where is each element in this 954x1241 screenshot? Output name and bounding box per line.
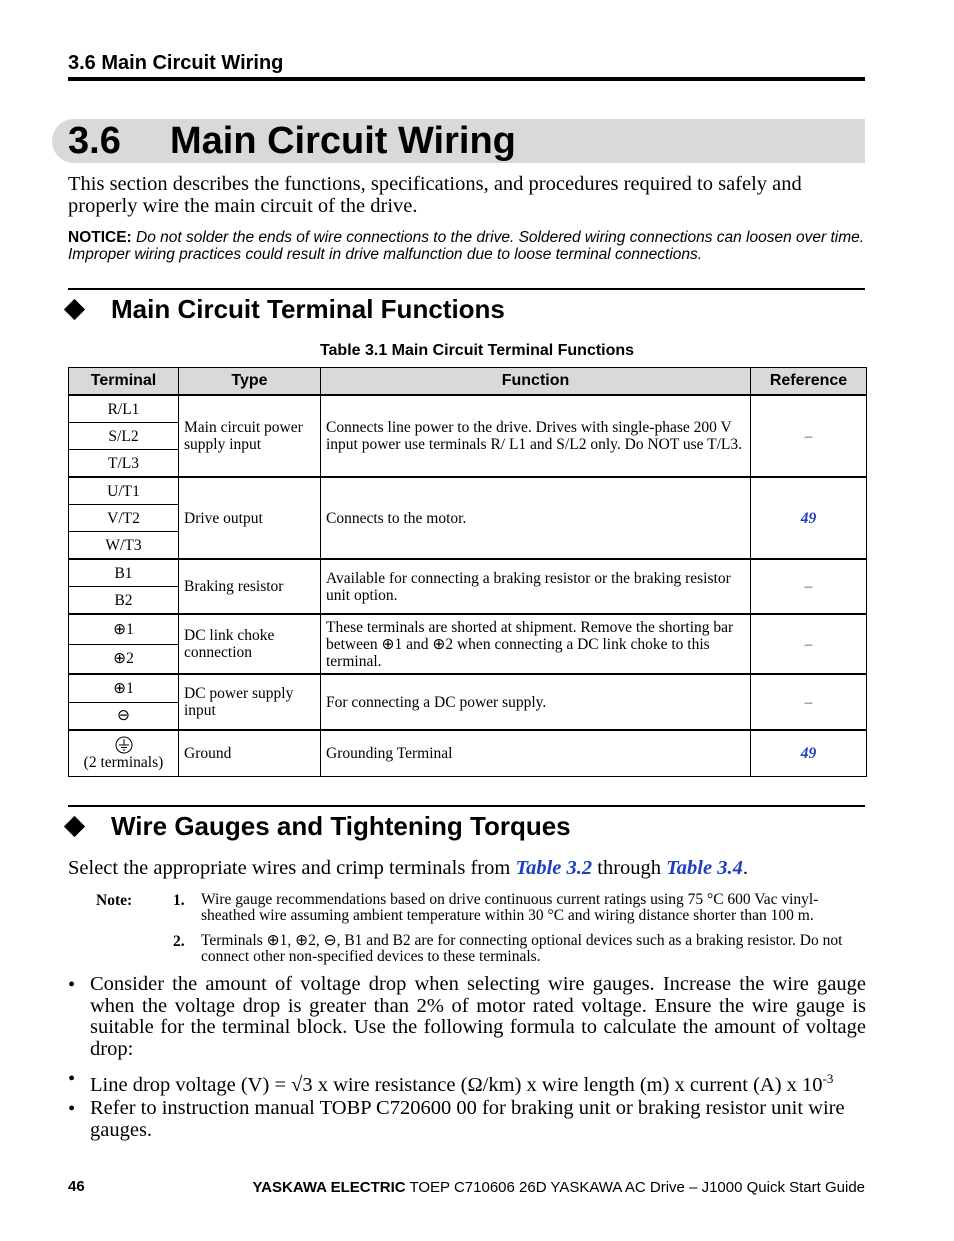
terminal-cell: R/L1 xyxy=(69,395,179,423)
formula-exponent: -3 xyxy=(822,1071,834,1086)
function-cell: Available for connecting a braking resistor or the braking resistor unit option. xyxy=(321,559,751,614)
function-cell: These terminals are shorted at shipment. Remove the shorting bar between ⊕1 and ⊕2 when connecting a DC link choke to this terminal. xyxy=(321,614,751,674)
subsection-rule xyxy=(68,805,865,807)
reference-cell: – xyxy=(751,614,867,674)
table-row-group xyxy=(69,477,867,559)
header-rule xyxy=(68,77,865,81)
type-cell: Ground xyxy=(179,730,321,776)
column-header: Type xyxy=(179,368,321,396)
bullet-voltage-drop: Consider the amount of voltage drop when selecting wire gauges. Increase the wire gauge when the voltage drop is greater than 2% of motor rated voltage. Ensure the wire gauge is suitable for the terminal block. Use the following formula to calculate the amount of voltage drop: xyxy=(90,973,866,1060)
terminal-cell: U/T1 xyxy=(69,477,179,505)
table-3-4-link[interactable]: Table 3.4 xyxy=(666,857,743,879)
notice-label: NOTICE: xyxy=(68,229,132,246)
note-text: Wire gauge recommendations based on drive continuous current ratings using 75 °C 600 Vac vinyl-sheathed wire assuming ambient temperature within 30 °C and wiring distance shorter than 100 m. xyxy=(201,891,819,924)
note-label: Note: xyxy=(96,892,133,909)
reference-link[interactable]: 49 xyxy=(751,477,867,559)
reference-cell: – xyxy=(751,395,867,477)
column-header: Terminal xyxy=(69,368,179,396)
subsection-rule xyxy=(68,288,865,290)
section-title-text: Main Circuit Wiring xyxy=(170,120,516,162)
table-caption: Table 3.1 Main Circuit Terminal Functions xyxy=(319,342,635,359)
running-header: 3.6 Main Circuit Wiring xyxy=(68,52,284,74)
bullet-icon: • xyxy=(68,1068,76,1090)
note-text: Terminals ⊕1, ⊕2, ⊖, B1 and B2 are for connecting optional devices such as a braking resistor. Do not connect other non-specified devices to these terminals. xyxy=(201,932,843,965)
table-row-group xyxy=(69,559,867,614)
terminal-cell: W/T3 xyxy=(69,532,179,560)
section-number: 3.6 xyxy=(68,120,121,162)
column-header: Function xyxy=(321,368,751,396)
column-header: Reference xyxy=(751,368,867,396)
notice-paragraph xyxy=(68,229,868,263)
bullet-braking-manual: Refer to instruction manual TOBP C720600 00 for braking unit or braking resistor unit wire gauges. xyxy=(90,1097,845,1141)
footer-brand: YASKAWA ELECTRIC xyxy=(252,1179,406,1196)
reference-cell: – xyxy=(751,674,867,730)
terminal-cell: ⊕2 xyxy=(69,644,179,674)
terminal-count-label: (2 terminals) xyxy=(83,754,164,772)
footer-text xyxy=(253,1179,865,1196)
type-cell: DC power supply input xyxy=(179,674,321,730)
subsection-title: Main Circuit Terminal Functions xyxy=(111,294,505,324)
function-cell: For connecting a DC power supply. xyxy=(321,674,751,730)
function-cell: Grounding Terminal xyxy=(321,730,751,776)
select-text-middle: through xyxy=(592,857,667,879)
ground-terminal-cell xyxy=(69,730,179,776)
bullet-icon: • xyxy=(68,974,76,996)
function-cell: Connects line power to the drive. Drives with single-phase 200 V input power use terminals R/ L1 and S/L2 only. Do NOT use T/L3. xyxy=(321,395,751,477)
type-cell: Braking resistor xyxy=(179,559,321,614)
terminal-cell: B1 xyxy=(69,559,179,587)
table-row-group xyxy=(69,614,867,674)
select-paragraph xyxy=(68,857,748,880)
note-number: 1. xyxy=(173,892,185,909)
type-cell: Drive output xyxy=(179,477,321,559)
terminal-cell: T/L3 xyxy=(69,450,179,478)
terminal-cell: ⊖ xyxy=(69,702,179,730)
notice-text: Do not solder the ends of wire connections to the drive. Soldered wiring connections can loosen over time. Improper wiring practices could result in drive malfunction due to loose terminal connections. xyxy=(68,229,865,263)
reference-link[interactable]: 49 xyxy=(751,730,867,776)
table-row-group xyxy=(69,395,867,477)
bullet-formula xyxy=(90,1068,866,1096)
type-cell: Main circuit power supply input xyxy=(179,395,321,477)
table-row-group xyxy=(69,674,867,730)
select-text-before: Select the appropriate wires and crimp terminals from xyxy=(68,857,516,879)
bullet-icon: • xyxy=(68,1098,76,1120)
diamond-icon xyxy=(64,299,85,320)
subsection-title: Wire Gauges and Tightening Torques xyxy=(111,811,571,841)
terminal-functions-table xyxy=(68,367,867,777)
page-number: 46 xyxy=(68,1178,85,1195)
diamond-icon xyxy=(64,816,85,837)
ground-icon xyxy=(115,736,133,754)
terminal-cell: B2 xyxy=(69,587,179,615)
terminal-cell: ⊕1 xyxy=(69,614,179,644)
terminal-cell: ⊕1 xyxy=(69,674,179,702)
formula-text: Line drop voltage (V) = √3 x wire resistance (Ω/km) x wire length (m) x current (A) x 10 xyxy=(90,1073,823,1096)
note-number: 2. xyxy=(173,933,185,950)
select-text-after: . xyxy=(742,857,748,879)
table-3-2-link[interactable]: Table 3.2 xyxy=(515,857,593,879)
function-cell: Connects to the motor. xyxy=(321,477,751,559)
section-title xyxy=(68,119,516,163)
footer-doc: TOEP C710606 26D YASKAWA AC Drive – J1000 Quick Start Guide xyxy=(405,1179,865,1196)
terminal-cell: V/T2 xyxy=(69,505,179,532)
table-row-group xyxy=(69,730,867,776)
terminal-cell: S/L2 xyxy=(69,423,179,450)
reference-cell: – xyxy=(751,559,867,614)
intro-paragraph: This section describes the functions, specifications, and procedures required to safely and properly wire the main circuit of the drive. xyxy=(68,173,802,217)
type-cell: DC link choke connection xyxy=(179,614,321,674)
